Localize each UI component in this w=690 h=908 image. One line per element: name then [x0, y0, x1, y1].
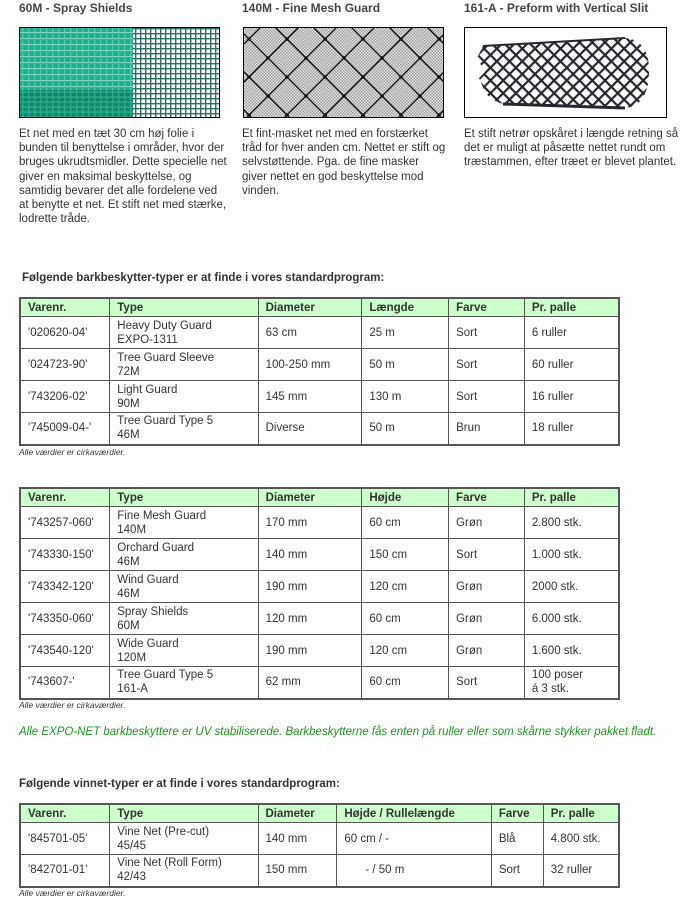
- type-name: Wide Guard: [117, 637, 179, 650]
- col-header-color: Farve: [449, 298, 525, 317]
- col-header-type: Type: [110, 298, 258, 317]
- product-description-fine-mesh-guard: Et fint-masket net med en forstærket tråd for hver anden cm. Nettet er stift og selvstøttende. Pga. de fine masker giver nettet en god beskyttelse mod vinden.: [242, 128, 446, 197]
- cell-diameter: 63 cm: [258, 317, 362, 349]
- cell-varenr: '743257-060': [20, 507, 110, 539]
- type-name: Tree Guard Type 5: [117, 669, 214, 682]
- col-header-diameter: Diameter: [258, 298, 362, 317]
- cell-varenr: '743540-120': [20, 635, 110, 667]
- table-row: [20, 349, 619, 381]
- col-header-diameter: Diameter: [258, 804, 337, 823]
- type-name: Orchard Guard: [117, 541, 194, 554]
- cell-length: 130 m: [362, 381, 449, 413]
- cell-per-pallet: [524, 539, 619, 571]
- col-header-per-pallet: Pr. palle: [524, 298, 619, 317]
- cell-length: 50 m: [362, 349, 449, 381]
- cell-type: [110, 571, 258, 603]
- cell-color: Blå: [491, 823, 543, 855]
- cell-color: Brun: [449, 413, 525, 445]
- type-code: 46M: [117, 555, 140, 568]
- cell-length: 50 m: [362, 413, 449, 445]
- col-header-color: Farve: [449, 488, 525, 507]
- cell-type: [110, 317, 258, 349]
- cell-diameter: 140 mm: [258, 539, 362, 571]
- type-code: 46M: [117, 587, 140, 600]
- cell-per-pallet: [524, 603, 619, 635]
- type-name: Tree Guard Sleeve: [117, 351, 214, 364]
- cell-color: Sort: [491, 855, 543, 887]
- col-header-height-length: Højde / Rullelængde: [337, 804, 491, 823]
- per-pallet-line: á 3 stk.: [531, 683, 569, 696]
- per-pallet-line: 100 poser: [531, 669, 583, 682]
- type-code: EXPO-1311: [117, 333, 178, 346]
- per-pallet-line: 1.600 stk.: [531, 644, 582, 657]
- cell-varenr: '745009-04-': [20, 413, 110, 445]
- cell-diameter: 140 mm: [258, 823, 337, 855]
- table-row: [20, 571, 619, 603]
- cell-type: [110, 635, 258, 667]
- table-row: [20, 823, 619, 855]
- cell-varenr: '743330-150': [20, 539, 110, 571]
- cell-type: [110, 823, 258, 855]
- per-pallet-line: 1.000 stk.: [531, 548, 582, 561]
- type-code: 161-A: [117, 683, 148, 696]
- col-header-varenr: Varenr.: [20, 488, 110, 507]
- cell-length: 25 m: [362, 317, 449, 349]
- product-title-preform: 161-A - Preform with Vertical Slit: [464, 1, 649, 15]
- table-header-row: [20, 804, 619, 823]
- preform-vertical-slit-image: [464, 27, 667, 118]
- table-row: [20, 413, 619, 445]
- cell-diameter: 120 mm: [258, 603, 362, 635]
- cell-type: [110, 855, 258, 887]
- cell-per-pallet: 6 ruller: [524, 317, 619, 349]
- cell-color: Grøn: [449, 507, 525, 539]
- col-header-varenr: Varenr.: [20, 298, 110, 317]
- col-header-type: Type: [110, 804, 258, 823]
- uv-stabilized-note: Alle EXPO-NET barkbeskyttere er UV stabiliserede. Barkbeskytterne fås enten på ruller eller som skårne stykker pakket fladt.: [19, 726, 657, 738]
- cell-color: Grøn: [449, 571, 525, 603]
- col-header-type: Type: [110, 488, 258, 507]
- type-name: Light Guard: [117, 383, 178, 396]
- cell-per-pallet: [524, 667, 619, 699]
- cell-diameter: 100-250 mm: [258, 349, 362, 381]
- per-pallet-line: 6.000 stk.: [531, 612, 582, 625]
- table-row: [20, 539, 619, 571]
- cell-diameter: 190 mm: [258, 571, 362, 603]
- cell-varenr: '743342-120': [20, 571, 110, 603]
- cell-type: [110, 349, 258, 381]
- cell-per-pallet: 32 ruller: [543, 855, 619, 887]
- type-code: 42/43: [117, 871, 147, 884]
- table-row: [20, 603, 619, 635]
- type-name: Heavy Duty Guard: [117, 319, 212, 332]
- cell-per-pallet: 60 ruller: [524, 349, 619, 381]
- col-header-color: Farve: [491, 804, 543, 823]
- bark-guard-table-pieces: [19, 487, 620, 700]
- cell-per-pallet: 4.800 stk.: [543, 823, 619, 855]
- cell-per-pallet: [524, 507, 619, 539]
- type-name: Wind Guard: [117, 573, 179, 586]
- type-code: 140M: [117, 523, 147, 536]
- table-header-row: [20, 298, 619, 317]
- cell-color: Sort: [449, 317, 525, 349]
- col-header-length: Længde: [362, 298, 449, 317]
- table-row: [20, 855, 619, 887]
- cell-height-length: - / 50 m: [337, 855, 491, 887]
- type-name: Tree Guard Type 5: [117, 415, 214, 428]
- col-header-per-pallet: Pr. palle: [524, 488, 619, 507]
- table-row: [20, 381, 619, 413]
- bark-guard-table-rolls: [19, 297, 620, 446]
- cell-color: Grøn: [449, 635, 525, 667]
- cell-height: 60 cm: [362, 667, 449, 699]
- table-row: [20, 507, 619, 539]
- type-code: 120M: [117, 651, 147, 664]
- cell-height: 120 cm: [362, 571, 449, 603]
- cell-height: 60 cm: [362, 603, 449, 635]
- fine-mesh-guard-image: [243, 27, 444, 118]
- col-header-height: Højde: [362, 488, 449, 507]
- cell-height: 60 cm: [362, 507, 449, 539]
- cell-height: 150 cm: [362, 539, 449, 571]
- cell-diameter: 62 mm: [258, 667, 362, 699]
- spray-shields-illustration: [20, 28, 219, 117]
- cell-diameter: 145 mm: [258, 381, 362, 413]
- col-header-varenr: Varenr.: [20, 804, 110, 823]
- approx-values-note: Alle værdier er cirkaværdier.: [19, 888, 126, 898]
- cell-varenr: '020620-04': [20, 317, 110, 349]
- cell-type: [110, 413, 258, 445]
- type-name: Fine Mesh Guard: [117, 509, 207, 522]
- per-pallet-line: 2000 stk.: [531, 580, 579, 593]
- cell-color: Sort: [449, 349, 525, 381]
- product-title-spray-shields: 60M - Spray Shields: [19, 1, 133, 15]
- cell-varenr: '842701-01': [20, 855, 110, 887]
- bark-section-heading: Følgende barkbeskytter-typer er at finde i vores standardprogram:: [22, 272, 385, 284]
- type-code: 72M: [117, 365, 140, 378]
- type-name: Vine Net (Pre-cut): [117, 825, 210, 838]
- vine-net-table: [19, 803, 620, 888]
- type-code: 60M: [117, 619, 140, 632]
- cell-type: [110, 539, 258, 571]
- preform-tube-illustration: [465, 28, 666, 117]
- cell-varenr: '743350-060': [20, 603, 110, 635]
- col-header-per-pallet: Pr. palle: [543, 804, 619, 823]
- per-pallet-line: 2.800 stk.: [531, 516, 582, 529]
- table-row: [20, 635, 619, 667]
- col-header-diameter: Diameter: [258, 488, 362, 507]
- cell-per-pallet: [524, 571, 619, 603]
- cell-per-pallet: 18 ruller: [524, 413, 619, 445]
- cell-per-pallet: [524, 635, 619, 667]
- cell-per-pallet: 16 ruller: [524, 381, 619, 413]
- approx-values-note: Alle værdier er cirkaværdier.: [19, 447, 126, 457]
- type-name: Vine Net (Roll Form): [117, 857, 222, 870]
- spray-shields-image: [19, 27, 220, 118]
- cell-varenr: '743206-02': [20, 381, 110, 413]
- type-code: 46M: [117, 429, 140, 442]
- cell-diameter: 190 mm: [258, 635, 362, 667]
- type-code: 90M: [117, 397, 140, 410]
- cell-color: Grøn: [449, 603, 525, 635]
- product-description-preform: Et stift netrør opskåret i længde retning så det er muligt at påsætte nettet rundt om træstammen, efter træet er blevet plantet.: [464, 128, 679, 169]
- fine-mesh-illustration: [244, 28, 443, 117]
- cell-type: [110, 381, 258, 413]
- product-title-fine-mesh-guard: 140M - Fine Mesh Guard: [242, 1, 381, 15]
- table-row: [20, 667, 619, 699]
- type-name: Spray Shields: [117, 605, 189, 618]
- approx-values-note: Alle værdier er cirkaværdier.: [19, 700, 126, 710]
- cell-varenr: '845701-05': [20, 823, 110, 855]
- cell-color: Sort: [449, 539, 525, 571]
- vine-section-heading: Følgende vinnet-typer er at finde i vores standardprogram:: [19, 778, 340, 790]
- cell-height: 120 cm: [362, 635, 449, 667]
- cell-color: Sort: [449, 667, 525, 699]
- cell-color: Sort: [449, 381, 525, 413]
- type-code: 45/45: [117, 839, 147, 852]
- product-description-spray-shields: Et net med en tæt 30 cm høj folie i bunden til benyttelse i områder, hvor der bruges ukrudtsmidler. Dette specielle net giver en maksimal beskyttelse, og samtidig bevarer det alle fordelene ved at benytte et net. Et stift net med stærke, lodrette tråde.: [19, 128, 227, 226]
- cell-diameter: 170 mm: [258, 507, 362, 539]
- cell-height-length: 60 cm / -: [337, 823, 491, 855]
- cell-type: [110, 507, 258, 539]
- cell-type: [110, 603, 258, 635]
- table-row: [20, 317, 619, 349]
- table-header-row: [20, 488, 619, 507]
- cell-diameter: 150 mm: [258, 855, 337, 887]
- cell-varenr: '024723-90': [20, 349, 110, 381]
- cell-varenr: '743607-': [20, 667, 110, 699]
- cell-type: [110, 667, 258, 699]
- cell-diameter: Diverse: [258, 413, 362, 445]
